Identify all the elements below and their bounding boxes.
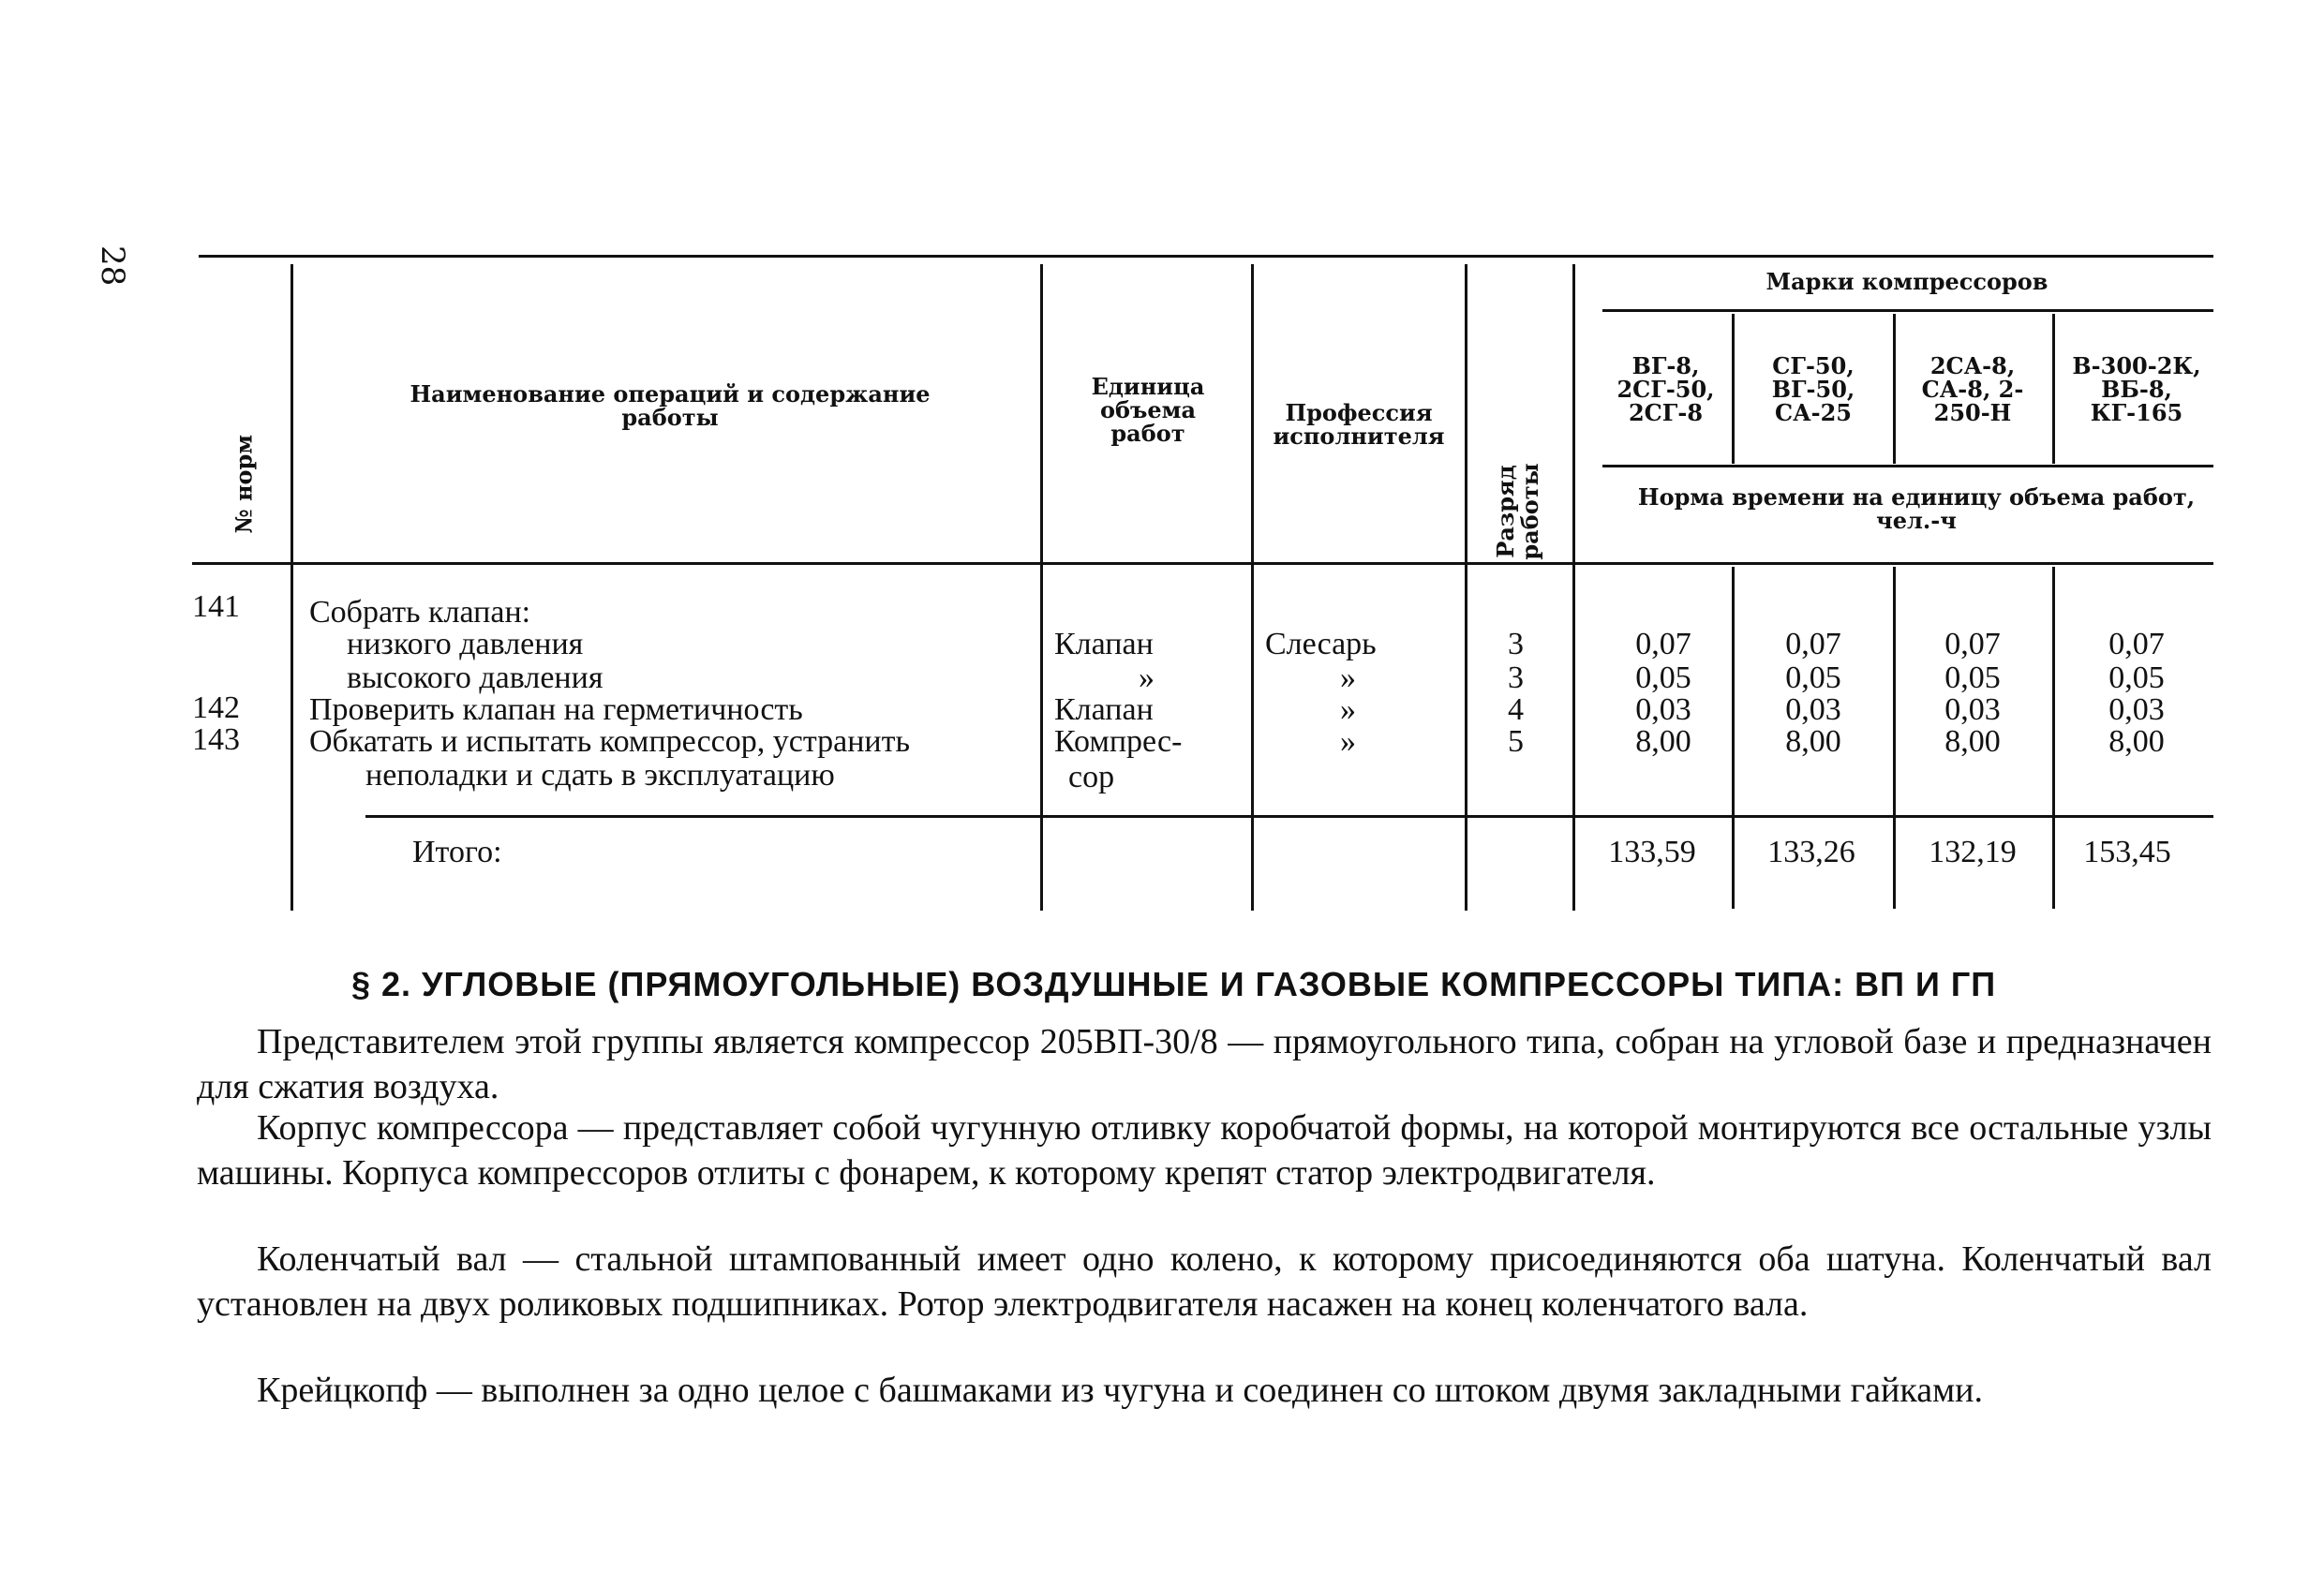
row-5-unit: сор <box>1068 760 1115 794</box>
header-brands-group: Марки компрессоров <box>1765 268 2048 295</box>
row-3-op: Проверить клапан на герметичность <box>309 692 803 727</box>
row-4-val-4: 8,00 <box>2108 724 2165 759</box>
norm-rule <box>1602 465 2213 467</box>
col-line-6b <box>1732 567 1735 909</box>
header-brand-3: 2СА-8, СА-8, 2-250-Н <box>1921 352 2024 427</box>
row-4-grade: 5 <box>1508 724 1524 759</box>
row-3-val-1: 0,03 <box>1635 692 1691 727</box>
header-norm-time: Норма времени на единицу объема работ, чел.-ч <box>1637 483 2196 535</box>
header-grade: Разряд работы <box>1492 463 1543 560</box>
row-1-val-3: 0,07 <box>1944 627 2001 661</box>
header-brand-1: ВГ-8, 2СГ-50, 2СГ-8 <box>1616 352 1715 427</box>
page-number: 28 <box>94 245 131 287</box>
row-1-val-2: 0,07 <box>1785 627 1841 661</box>
header-operation: Наименование операций и содержание работы <box>410 380 931 432</box>
col-line-2 <box>1040 264 1043 911</box>
row-2-prof: » <box>1340 660 1356 695</box>
row-4-val-3: 8,00 <box>1944 724 2001 759</box>
row-4-no: 143 <box>192 722 240 757</box>
row-4-val-1: 8,00 <box>1635 724 1691 759</box>
total-1: 133,59 <box>1608 835 1696 869</box>
total-2: 133,26 <box>1767 835 1855 869</box>
row-1-prof: Слесарь <box>1265 627 1377 661</box>
row-2-op: высокого давления <box>347 660 603 695</box>
row-1-val-1: 0,07 <box>1635 627 1691 661</box>
paragraph-4: Крейцкопф — выполнен за одно целое с башмаками из чугуна и соединен со штоком двумя закладными гайками. <box>257 1371 1983 1410</box>
header-brand-4: В-300-2К, ВБ-8, КГ-165 <box>2072 352 2201 427</box>
row-1-grade: 3 <box>1508 627 1524 661</box>
row-5-op: неполадки и сдать в эксплуатацию <box>365 758 835 793</box>
row-1-op: низкого давления <box>347 627 584 661</box>
row-0-no: 141 <box>192 589 240 624</box>
header-norm-no: № норм <box>230 434 258 534</box>
row-3-val-2: 0,03 <box>1785 692 1841 727</box>
row-4-prof: » <box>1340 724 1356 759</box>
row-3-val-4: 0,03 <box>2108 692 2165 727</box>
header-profession: Профессия исполнителя <box>1273 399 1445 451</box>
row-1-unit: Клапан <box>1054 627 1154 661</box>
total-4: 153,45 <box>2083 835 2171 869</box>
header-brand-2: СГ-50, ВГ-50, СА-25 <box>1771 352 1855 427</box>
col-line-8 <box>2052 314 2055 464</box>
row-0-op: Собрать клапан: <box>309 595 531 630</box>
row-4-op: Обкатать и испытать компрессор, устранить <box>309 724 910 759</box>
row-4-unit: Компрес- <box>1054 724 1183 759</box>
col-line-7b <box>1893 567 1896 909</box>
row-4-val-2: 8,00 <box>1785 724 1841 759</box>
col-line-1 <box>290 264 293 911</box>
row-2-grade: 3 <box>1508 660 1524 695</box>
row-3-unit: Клапан <box>1054 692 1154 727</box>
row-1-val-4: 0,07 <box>2108 627 2165 661</box>
section-title: § 2. УГЛОВЫЕ (ПРЯМОУГОЛЬНЫЕ) ВОЗДУШНЫЕ И ГАЗОВЫЕ КОМПРЕССОРЫ ТИПА: ВП И ГП <box>351 965 1997 1003</box>
row-3-prof: » <box>1340 692 1356 727</box>
header-unit: Единица объема работ <box>1091 373 1205 448</box>
row-3-val-3: 0,03 <box>1944 692 2001 727</box>
brands-rule <box>1602 309 2213 312</box>
paragraph-1: Представителем этой группы является компрессор 205ВП-30/8 — прямоугольного типа, собран на угловой базе и предназначен для сжатия воздуха. <box>197 1022 2212 1106</box>
row-3-no: 142 <box>192 690 240 725</box>
row-2-unit: » <box>1139 660 1155 695</box>
col-line-3 <box>1251 264 1254 911</box>
row-3-grade: 4 <box>1508 692 1524 727</box>
row-2-val-3: 0,05 <box>1944 660 2001 695</box>
table-top-rule <box>199 255 2213 258</box>
paragraph-3: Коленчатый вал — стальной штампованный имеет одно колено, к которому присоединяются оба шатуна. Коленчатый вал установлен на двух роликовых подшипниках. Ротор электродвигателя насажен на конец коленчатого вала. <box>197 1239 2212 1324</box>
row-2-val-4: 0,05 <box>2108 660 2165 695</box>
header-bottom-rule <box>192 562 2213 565</box>
col-line-8b <box>2052 567 2055 909</box>
row-2-val-1: 0,05 <box>1635 660 1691 695</box>
col-line-5 <box>1572 264 1575 911</box>
col-line-4 <box>1465 264 1467 911</box>
paragraph-2: Корпус компрессора — представляет собой чугунную отливку коробчатой формы, на которой монтируются все остальные узлы машины. Корпуса компрессоров отлиты с фонарем, к которому крепят статор электродвигателя. <box>197 1108 2212 1193</box>
total-3: 132,19 <box>1929 835 2017 869</box>
total-rule <box>365 815 2213 818</box>
row-2-val-2: 0,05 <box>1785 660 1841 695</box>
col-line-7 <box>1893 314 1896 464</box>
total-label: Итого: <box>412 835 502 869</box>
col-line-6 <box>1732 314 1735 464</box>
